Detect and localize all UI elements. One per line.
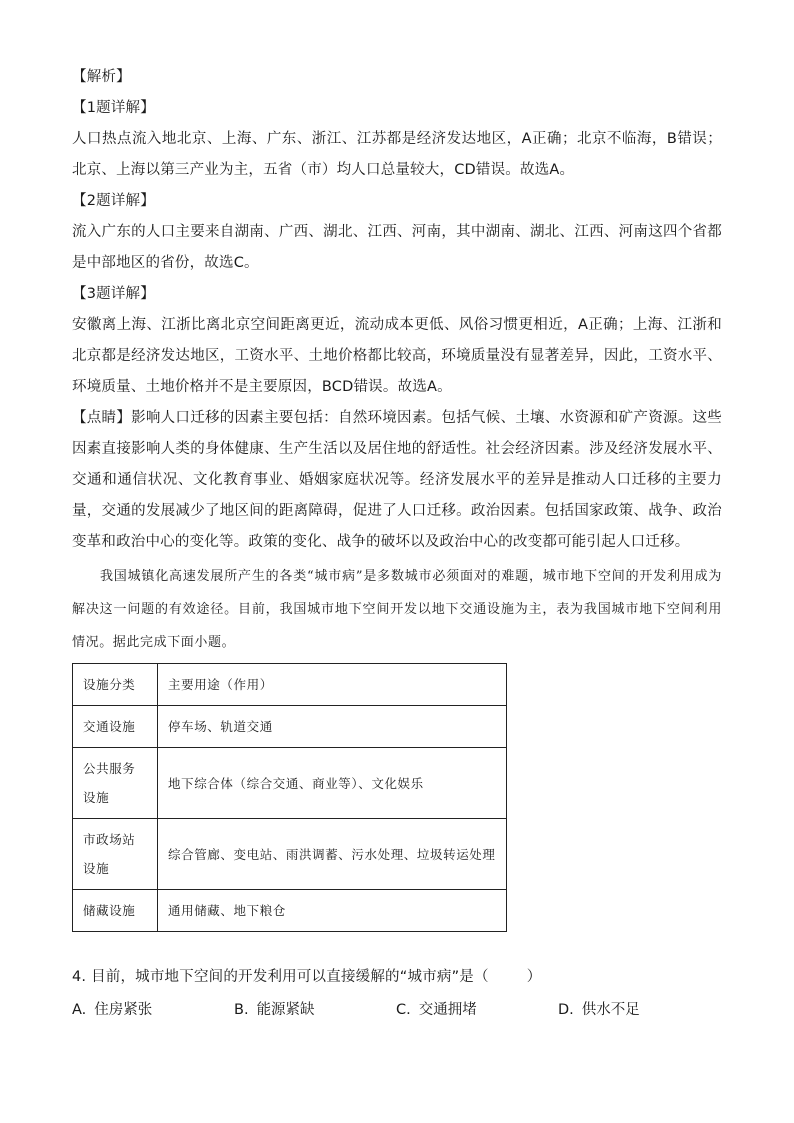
question-text: 目前，城市地下空间的开发利用可以直接缓解的“城市病”是（ (91, 969, 489, 985)
facility-table (72, 663, 507, 932)
table-cell-usage: 停车场、轨道交通 (158, 706, 507, 748)
tip-text: 影响人口迁移的因素主要包括：自然环境因素。包括气候、土壤、水资源和矿产资源。这些因素直接影响人类的身体健康、生产生活以及居住地的舒适性。社会经济因素。涉及经济发展水平、交通和通信状况、文化教育事业、婚姻家庭状况等。经济发展水平的差异是推动人口迁移的主要力量，交通的发展减少了地区间的距离障碍，促进了人口迁移。政治因素。包括国家政策、战争、政治变革和政治中心的变化等。政策的变化、战争的破坏以及政治中心的改变都可能引起人口迁移。 (72, 410, 722, 550)
option-text: 住房紧张 (94, 1002, 153, 1018)
table-cell-category: 交通设施 (73, 706, 158, 748)
table-cell-category: 市政场站设施 (73, 819, 158, 890)
table-header-cell: 主要用途（作用） (158, 664, 507, 706)
tip-paragraph (72, 403, 722, 558)
q3-label: 【3题详解】 (72, 286, 155, 302)
table-row (73, 890, 507, 932)
table-cell-usage: 通用储藏、地下粮仓 (158, 890, 507, 932)
table-row (73, 706, 507, 748)
table-header-row (73, 664, 507, 706)
table-cell-category: 公共服务设施 (73, 748, 158, 819)
option-letter: A. (72, 1002, 87, 1018)
document-page (72, 62, 722, 1026)
q2-label: 【2题详解】 (72, 193, 155, 209)
option-text: 交通拥堵 (418, 1002, 477, 1018)
q2-explanation: 流入广东的人口主要来自湖南、广西、湖北、江西、河南，其中湖南、湖北、江西、河南这四个省都是中部地区的省份，故选C。 (72, 224, 722, 271)
analysis-heading: 【解析】 (72, 69, 131, 85)
question-text-end: ） (526, 969, 542, 985)
option-letter: B. (234, 1002, 249, 1018)
option-c[interactable] (396, 995, 558, 1026)
option-d[interactable] (558, 995, 720, 1026)
q1-label: 【1题详解】 (72, 100, 155, 116)
answer-options (72, 995, 722, 1026)
q1-explanation: 人口热点流入地北京、上海、广东、浙江、江苏都是经济发达地区，A正确；北京不临海，B错误；北京、上海以第三产业为主，五省（市）均人口总量较大，CD错误。故选A。 (72, 131, 722, 178)
option-b[interactable] (234, 995, 396, 1026)
question-number: 4. (72, 969, 87, 985)
q3-explanation: 安徽离上海、江浙比离北京空间距离更近，流动成本更低、风俗习惯更相近，A正确；上海、江浙和北京都是经济发达地区，工资水平、土地价格都比较高，环境质量没有显著差异，因此，工资水平、环境质量、土地价格并不是主要原因，BCD错误。故选A。 (72, 317, 722, 395)
table-row (73, 819, 507, 890)
option-text: 供水不足 (581, 1002, 640, 1018)
option-text: 能源紧缺 (256, 1002, 315, 1018)
table-cell-usage: 地下综合体（综合交通、商业等）、文化娱乐 (158, 748, 507, 819)
table-row (73, 748, 507, 819)
option-letter: C. (396, 1002, 411, 1018)
tip-label: 【点睛】 (72, 410, 132, 426)
table-cell-category: 储藏设施 (73, 890, 158, 932)
question-4-stem (72, 962, 722, 993)
option-a[interactable] (72, 995, 234, 1026)
reading-passage: 我国城镇化高速发展所产生的各类“城市病”是多数城市必须面对的难题，城市地下空间的开发利用成为解决这一问题的有效途径。目前，我国城市地下空间开发以地下交通设施为主，表为我国城市地下空间利用情况。据此完成下面小题。 (72, 569, 722, 650)
table-cell-usage: 综合管廊、变电站、雨洪调蓄、污水处理、垃圾转运处理 (158, 819, 507, 890)
table-header-cell: 设施分类 (73, 664, 158, 706)
option-letter: D. (558, 1002, 574, 1018)
